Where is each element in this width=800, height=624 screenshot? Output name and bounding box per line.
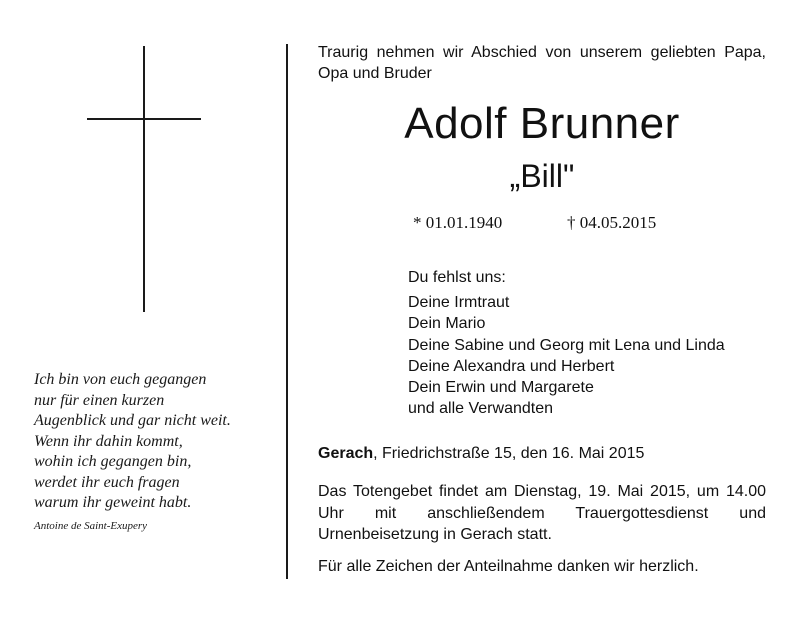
poem-line: nur für einen kurzen xyxy=(34,391,165,409)
poem-line: Wenn ihr dahin kommt, xyxy=(34,432,183,450)
deceased-nickname: „Bill" xyxy=(509,158,575,194)
relative-entry: Dein Mario xyxy=(408,315,486,333)
relative-entry: und alle Verwandten xyxy=(408,400,553,418)
relatives-list xyxy=(408,292,725,420)
place-name: Gerach xyxy=(318,445,374,462)
thanks-text: Für alle Zeichen der Anteilnahme danken wir herzlich. xyxy=(318,558,699,575)
address-and-date: , Friedrichstraße 15, den 16. Mai 2015 xyxy=(373,445,645,462)
poem xyxy=(34,370,274,514)
missed-label: Du fehlst uns: xyxy=(408,269,506,286)
poem-line: werdet ihr euch fragen xyxy=(34,473,180,491)
cross-horizontal-bar xyxy=(87,118,201,120)
place-and-date xyxy=(318,443,644,464)
poem-line: Ich bin von euch gegangen xyxy=(34,371,207,388)
poem-line: wohin ich gegangen bin, xyxy=(34,453,192,470)
relative-entry: Dein Erwin und Margarete xyxy=(408,379,594,397)
relative-entry: Deine Irmtraut xyxy=(408,294,510,311)
deceased-name: Adolf Brunner xyxy=(404,99,680,148)
relative-entry: Deine Sabine und Georg mit Lena und Linda xyxy=(408,336,725,354)
birth-date: * 01.01.1940 xyxy=(413,213,503,232)
poem-line: Augenblick und gar nicht weit. xyxy=(34,412,231,429)
poem-author: Antoine de Saint-Exupery xyxy=(34,520,148,532)
intro-text: Traurig nehmen wir Abschied von unserem geliebten Papa, Opa und Bruder xyxy=(318,44,766,82)
cross-vertical-bar xyxy=(143,46,145,312)
relative-entry: Deine Alexandra und Herbert xyxy=(408,357,615,375)
poem-line: warum ihr geweint habt. xyxy=(34,494,192,511)
column-divider xyxy=(286,44,288,579)
death-date: † 04.05.2015 xyxy=(567,213,657,232)
service-info: Das Totengebet findet am Dienstag, 19. Mai 2015, um 14.00 Uhr mit anschließendem Trauergottesdienst und Urnenbeisetzung in Gerach statt. xyxy=(318,483,766,543)
